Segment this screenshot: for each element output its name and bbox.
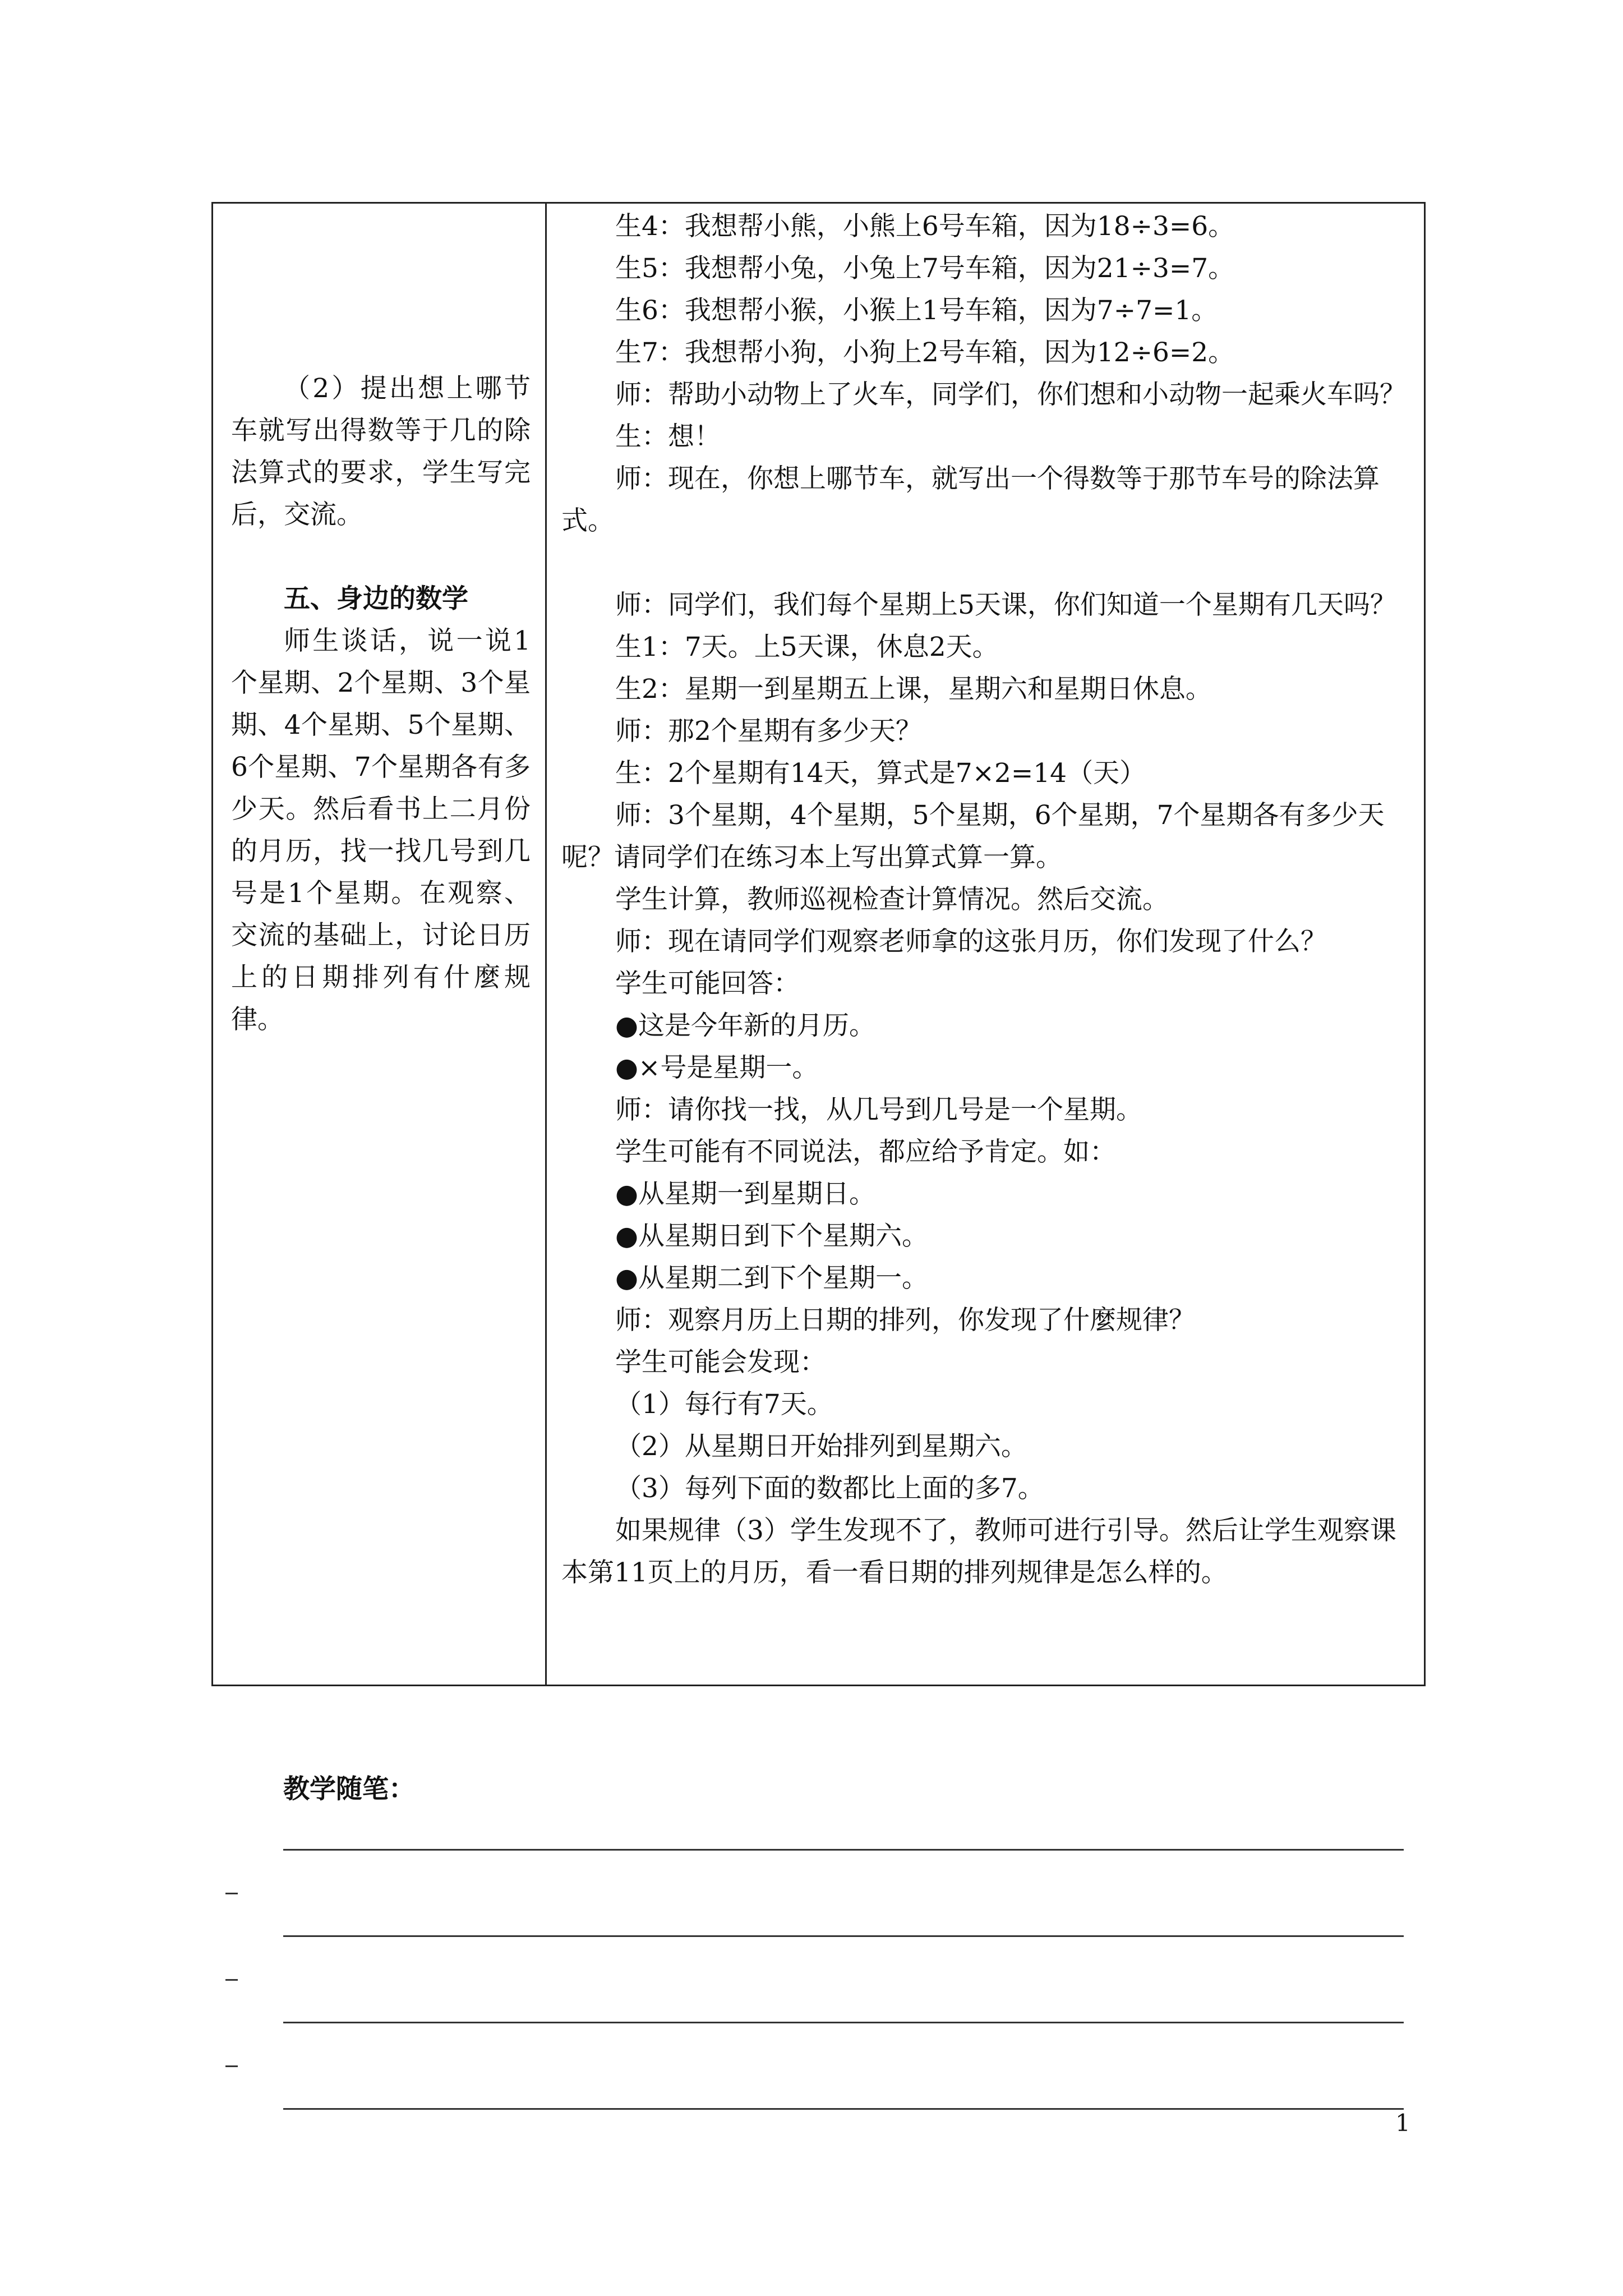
dialogue-line: ●从星期二到下个星期一。	[615, 1263, 929, 1294]
dialogue-line: （1）每行有7天。	[615, 1389, 833, 1420]
dialogue-line: 师：帮助小动物上了火车，同学们，你们想和小动物一起乘火车吗？	[615, 379, 1406, 410]
dialogue-line: ●这是今年新的月历。	[615, 1010, 876, 1041]
dialogue-line: 生5：我想帮小兔，小兔上7号车箱，因为21÷3=7。	[615, 253, 1235, 284]
dialogue-line: 师：3个星期，4个星期，5个星期，6个星期，7个星期各有多少天呢？请同学们在练习本上写出算式算一算。	[561, 800, 1385, 873]
dialogue-line: 师：请你找一找，从几号到几号是一个星期。	[615, 1094, 1142, 1125]
dialogue-line: ●从星期日到下个星期六。	[615, 1221, 929, 1251]
notes-label: 教学随笔：	[283, 1774, 415, 1805]
note-line	[283, 2108, 1404, 2110]
dialogue-line: 师：现在请同学们观察老师拿的这张月历，你们发现了什么？	[615, 926, 1327, 957]
dialogue-line: ●从星期一到星期日。	[615, 1179, 876, 1209]
teaching-process-column	[546, 203, 1425, 1686]
dialogue-line: 生1：7天。上5天课，休息2天。	[615, 632, 999, 662]
note-line	[283, 2022, 1404, 2023]
dialogue-line: ●×号是星期一。	[615, 1052, 819, 1083]
activity-description: （2）提出想上哪节车就写出得数等于几的除法算式的要求，学生写完后，交流。	[231, 373, 531, 530]
dialogue-line: 师：观察月历上日期的排列，你发现了什麼规律？	[615, 1305, 1195, 1336]
section-heading: 五、身边的数学	[284, 583, 468, 614]
dialogue-line: 生：想！	[615, 421, 721, 452]
dialogue-line: 学生计算，教师巡视检查计算情况。然后交流。	[615, 884, 1169, 915]
dialogue-line: 生7：我想帮小狗，小狗上2号车箱，因为12÷6=2。	[615, 337, 1235, 368]
dialogue-line: 生：2个星期有14天，算式是7×2=14（天）	[615, 758, 1146, 789]
dialogue-line: 学生可能会发现：	[615, 1347, 826, 1378]
margin-dash	[225, 2065, 238, 2067]
dialogue-line: 生2：星期一到星期五上课，星期六和星期日休息。	[615, 674, 1212, 705]
lesson-plan-table	[211, 202, 1426, 1686]
dialogue-line: （2）从星期日开始排列到星期六。	[615, 1431, 1027, 1462]
dialogue-line: 师：同学们，我们每个星期上5天课，你们知道一个星期有几天吗？	[615, 590, 1396, 620]
margin-dash	[225, 1893, 238, 1894]
margin-dash	[225, 1979, 238, 1981]
dialogue-line: 师：那2个星期有多少天？	[615, 716, 922, 747]
dialogue-line: 如果规律（3）学生发现不了，教师可进行引导。然后让学生观察课本第11页上的月历，看一看日期的排列规律是怎么样的。	[561, 1515, 1396, 1588]
section-description: 师生谈话，说一说1个星期、2个星期、3个星期、4个星期、5个星期、6个星期、7个星期各有多少天。然后看书上二月份的月历，找一找几号到几号是1个星期。在观察、交流的基础上，讨论日历上的日期排列有什麼规律。	[231, 625, 531, 1035]
dialogue-line: 生4：我想帮小熊，小熊上6号车箱，因为18÷3=6。	[615, 211, 1235, 242]
dialogue-line: 学生可能回答：	[615, 968, 800, 999]
page-number: 1	[1395, 2109, 1410, 2137]
dialogue-line: 学生可能有不同说法，都应给予肯定。如：	[615, 1137, 1116, 1167]
dialogue-line: （3）每列下面的数都比上面的多7。	[615, 1473, 1044, 1504]
note-line	[283, 1849, 1404, 1851]
note-line	[283, 1935, 1404, 1937]
teaching-notes-column	[213, 203, 546, 1686]
dialogue-line: 生6：我想帮小猴，小猴上1号车箱，因为7÷7=1。	[615, 295, 1218, 326]
dialogue-line: 师：现在，你想上哪节车，就写出一个得数等于那节车号的除法算式。	[561, 463, 1380, 536]
